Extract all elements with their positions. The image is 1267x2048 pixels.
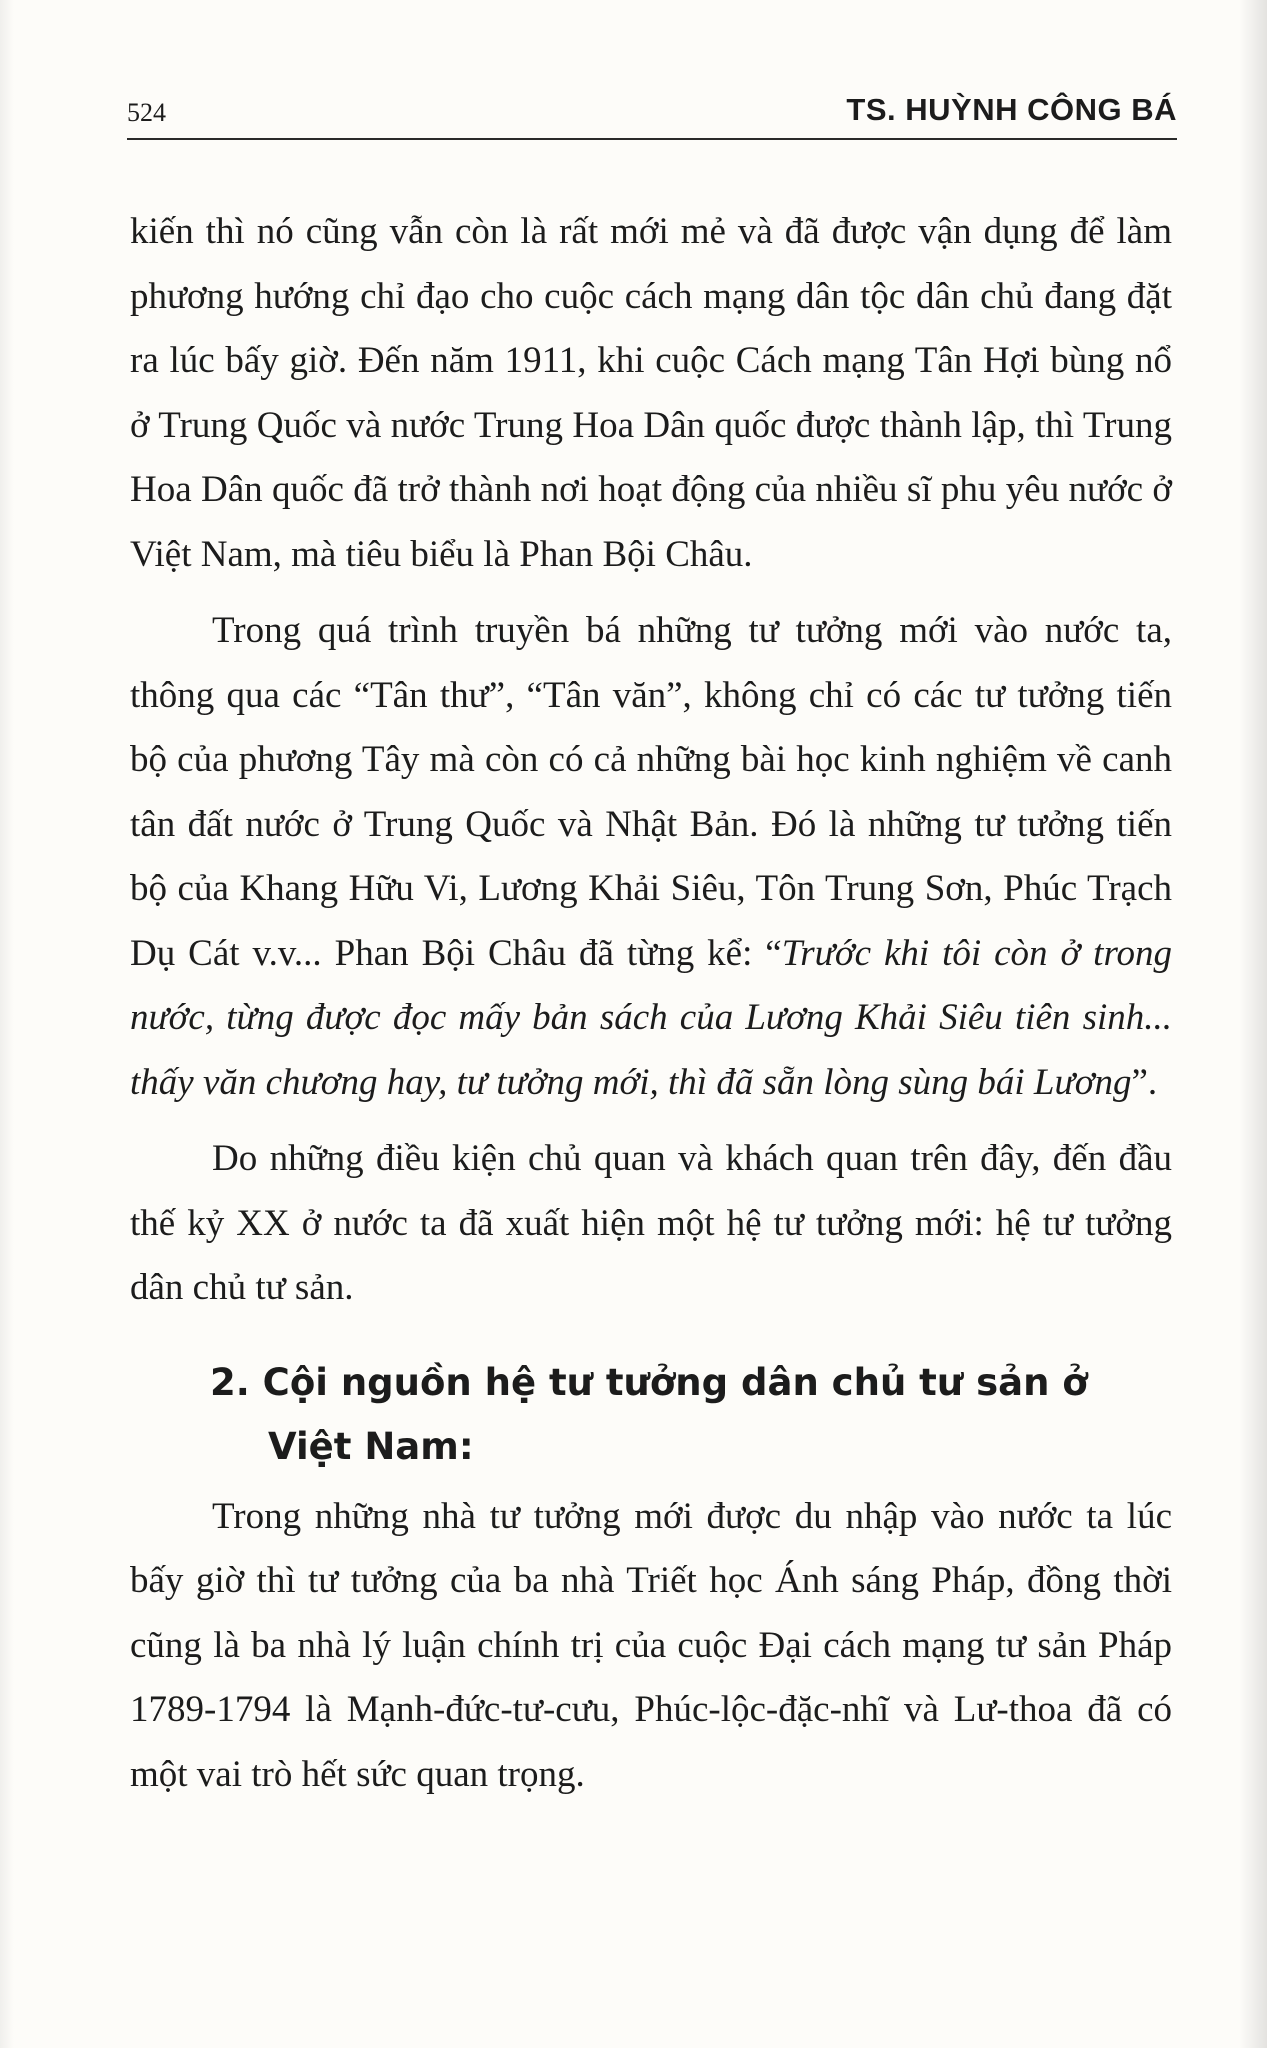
page-number: 524 — [127, 98, 166, 127]
page-left-shadow — [0, 0, 14, 2048]
section-heading-line-2: Việt Nam: — [268, 1424, 474, 1468]
page-header — [127, 88, 1177, 140]
body-text — [130, 200, 1172, 1807]
paragraph-2 — [130, 599, 1172, 1115]
section-heading-line-1: 2. Cội nguồn hệ tư tưởng dân chủ tư sản ở — [210, 1360, 1088, 1404]
section-heading — [210, 1351, 1172, 1479]
paragraph-3: Do những điều kiện chủ quan và khách quan trên đây, đến đầu thế kỷ XX ở nước ta đã xuất hiện một hệ tư tưởng mới: hệ tư tưởng dân chủ tư sản. — [130, 1138, 1172, 1308]
paragraph-2-quote-close: ”. — [1131, 1061, 1158, 1103]
paragraph-2-quote: Trước khi tôi còn ở trong nước, từng được đọc mấy bản sách của Lương Khải Siêu tiên sinh... thấy văn chương hay, tư tưởng mới, thì đã sẵn lòng sùng bái Lương — [130, 932, 1172, 1103]
page-edge-shadow — [1239, 0, 1267, 2048]
paragraph-2-text: Trong quá trình truyền bá những tư tưởng mới vào nước ta, thông qua các “Tân thư”, “Tân văn”, không chỉ có các tư tưởng tiến bộ của phương Tây mà còn có cả những bài học kinh nghiệm về canh tân đất nước ở Trung Quốc và Nhật Bản. Đó là những tư tưởng tiến bộ của Khang Hữu Vi, Lương Khải Siêu, Tôn Trung Sơn, Phúc Trạch Dụ Cát v.v... Phan Bội Châu đã từng kể: “ — [130, 610, 1172, 974]
paragraph-4: Trong những nhà tư tưởng mới được du nhập vào nước ta lúc bấy giờ thì tư tưởng của ba nhà Triết học Ánh sáng Pháp, đồng thời cũng là ba nhà lý luận chính trị của cuộc Đại cách mạng tư sản Pháp 1789-1794 là Mạnh-đức-tư-cưu, Phúc-lộc-đặc-nhĩ và Lư-thoa đã có một vai trò hết sức quan trọng. — [130, 1495, 1172, 1795]
running-head-author: TS. HUỲNH CÔNG BÁ — [846, 92, 1177, 127]
paragraph-1: kiến thì nó cũng vẫn còn là rất mới mẻ và đã được vận dụng để làm phương hướng chỉ đạo cho cuộc cách mạng dân tộc dân chủ đang đặt ra lúc bấy giờ. Đến năm 1911, khi cuộc Cách mạng Tân Hợi bùng nổ ở Trung Quốc và nước Trung Hoa Dân quốc được thành lập, thì Trung Hoa Dân quốc đã trở thành nơi hoạt động của nhiều sĩ phu yêu nước ở Việt Nam, mà tiêu biểu là Phan Bội Châu. — [130, 211, 1172, 575]
